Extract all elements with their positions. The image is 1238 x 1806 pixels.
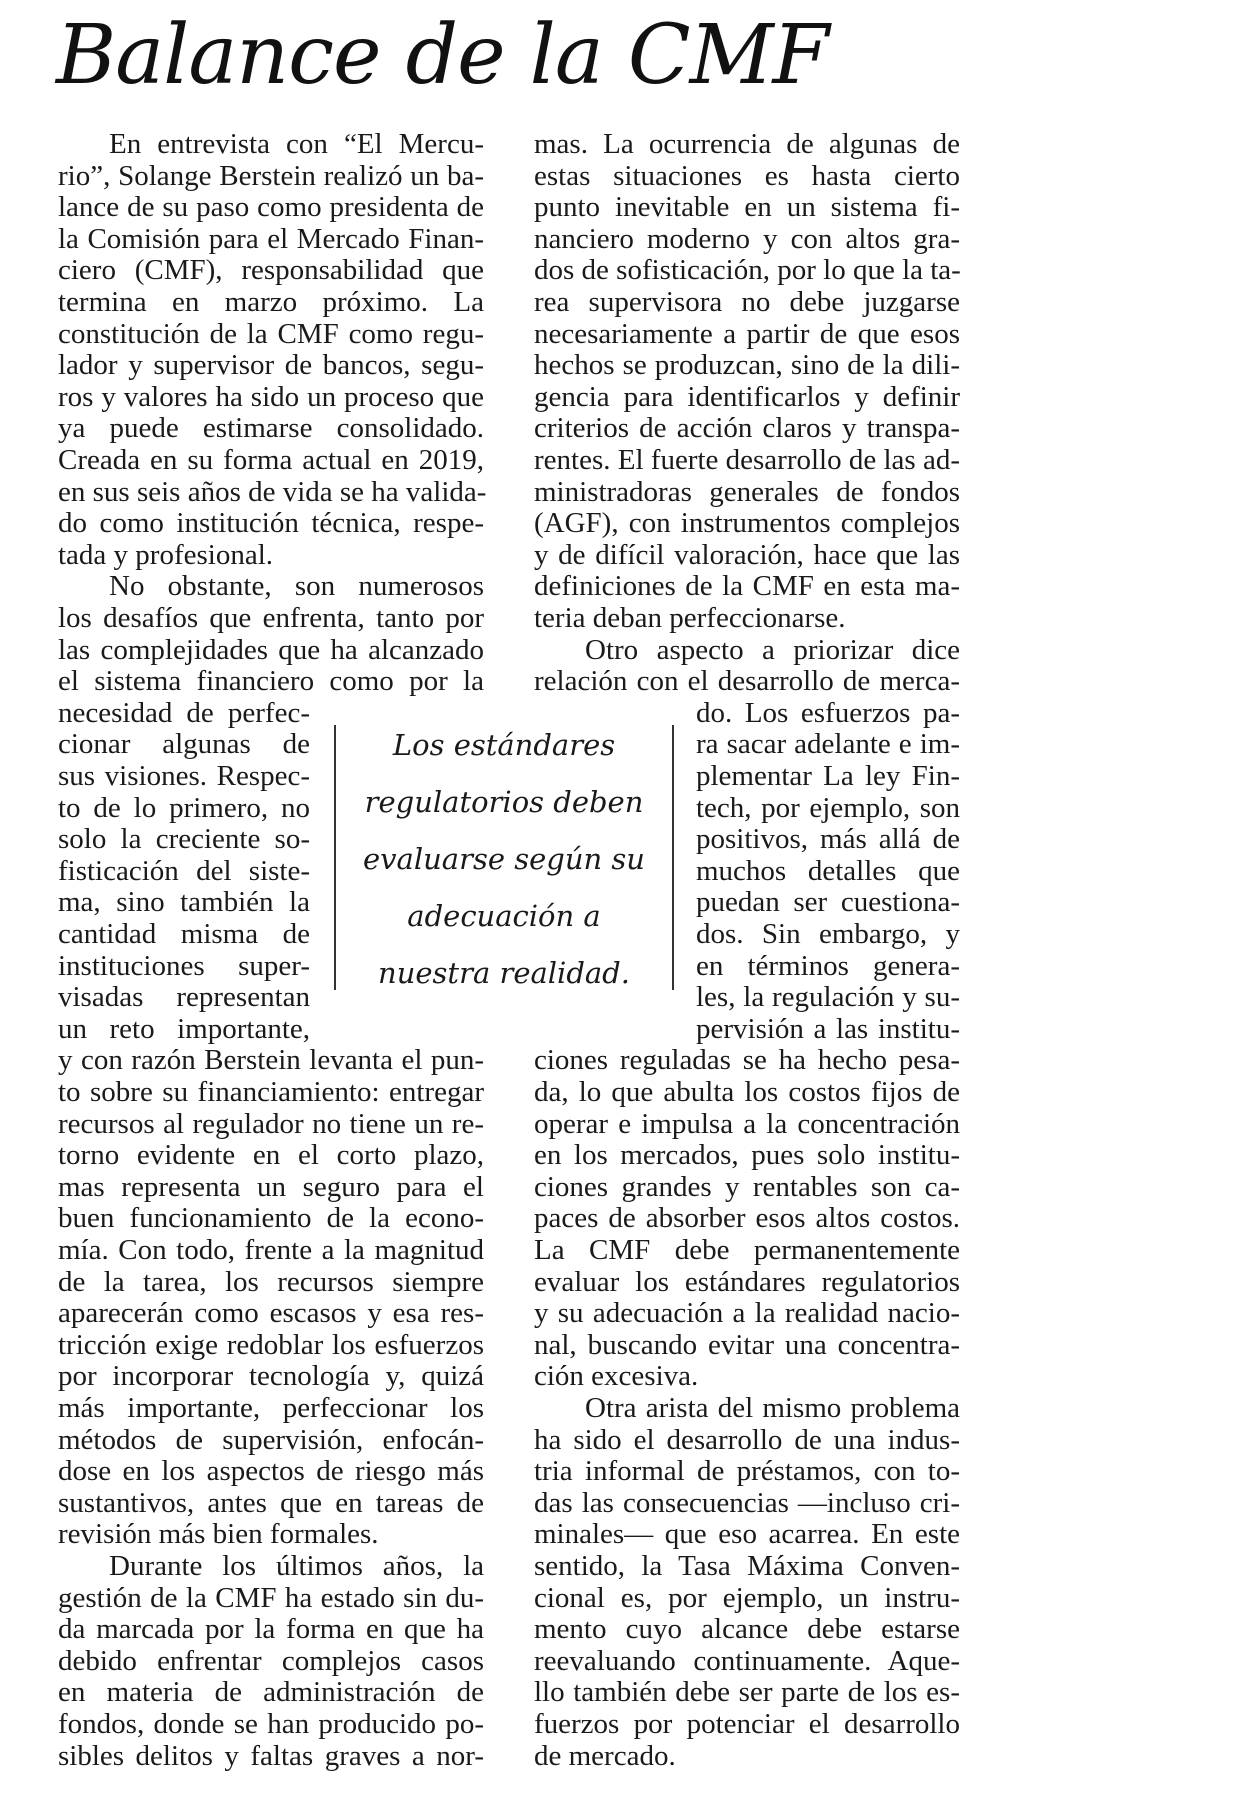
text-line: revisión más bien formales. (58, 1518, 379, 1550)
text-line: rio”, Solange Berstein realizó un ba- (58, 160, 484, 192)
text-line: lador y supervisor de bancos, segu- (58, 349, 484, 381)
text-line: Durante los últimos años, la (109, 1550, 484, 1582)
text-line: do como institución técnica, respe- (58, 507, 484, 539)
text-line: en términos genera- (696, 950, 960, 982)
text-line: el sistema financiero como por la (58, 665, 484, 697)
text-line: puedan ser cuestiona- (696, 886, 960, 918)
text-line: La CMF debe permanentemente (534, 1234, 960, 1266)
text-line: ministradoras generales de fondos (534, 476, 960, 508)
text-line: la Comisión para el Mercado Finan- (58, 223, 484, 255)
text-line: tada y profesional. (58, 539, 274, 571)
text-line: termina en marzo próximo. La (58, 286, 484, 318)
text-line: mento cuyo alcance debe estarse (534, 1613, 960, 1645)
text-line: positivos, más allá de (696, 823, 960, 855)
text-line: tech, por ejemplo, son (696, 792, 960, 824)
text-line: reevaluando continuamente. Aque- (534, 1645, 960, 1677)
text-line: más importante, perfeccionar los (58, 1392, 484, 1424)
text-line: plementar La ley Fin- (696, 760, 960, 792)
text-line: lance de su paso como presidenta de (58, 191, 484, 223)
text-line: les, la regulación y su- (696, 981, 960, 1013)
headline: Balance de la CMF (56, 8, 829, 103)
pull-quote-line: Los estándares (392, 728, 616, 762)
text-line: dos de sofisticación, por lo que la ta- (534, 254, 961, 286)
text-line: cional es, por ejemplo, un instru- (534, 1582, 960, 1614)
text-line: da marcada por la forma en que ha (58, 1613, 484, 1645)
text-line: Creada en su forma actual en 2019, (58, 444, 484, 476)
text-line: solo la creciente so- (58, 823, 310, 855)
text-line: dos. Sin embargo, y (696, 918, 960, 950)
text-line: ciones reguladas se ha hecho pesa- (534, 1044, 960, 1076)
text-line: ya puede estimarse consolidado. (58, 412, 484, 444)
text-line: gencia para identificarlos y definir (534, 381, 960, 413)
text-line: debido enfrentar complejos casos (58, 1645, 484, 1677)
text-line: rentes. El fuerte desarrollo de las ad- (534, 444, 960, 476)
text-line: criterios de acción claros y transpa- (534, 412, 960, 444)
text-line: y de difícil valoración, hace que las (534, 539, 960, 571)
text-line: sustantivos, antes que en tareas de (58, 1487, 484, 1519)
text-line: (AGF), con instrumentos complejos (534, 507, 960, 539)
text-line: visadas representan (58, 981, 310, 1013)
text-line: Otra arista del mismo problema (585, 1392, 960, 1424)
text-line: fondos, donde se han producido po- (58, 1708, 484, 1740)
text-line: nal, buscando evitar una concentra- (534, 1329, 960, 1361)
text-line: punto inevitable en un sistema fi- (534, 191, 960, 223)
text-line: hechos se produzcan, sino de la dili- (534, 349, 960, 381)
text-line: En entrevista con “El Mercu- (109, 128, 484, 160)
text-line: métodos de supervisión, enfocán- (58, 1424, 484, 1456)
text-line: muchos detalles que (696, 855, 960, 887)
text-line: ra sacar adelante e im- (696, 728, 960, 760)
text-line: teria deban perfeccionarse. (534, 602, 846, 634)
text-line: tricción exige redoblar los esfuerzos (58, 1329, 484, 1361)
pull-quote-line: evaluarse según su (363, 842, 645, 876)
text-line: operar e impulsa a la concentración (534, 1108, 960, 1140)
text-line: cantidad misma de (58, 918, 310, 950)
text-line: y su adecuación a la realidad nacio- (534, 1297, 960, 1329)
text-line: en sus seis años de vida se ha valida- (58, 476, 487, 508)
text-line: ma, sino también la (58, 886, 310, 918)
pull-quote-line: regulatorios deben (364, 785, 644, 819)
text-line: do. Los esfuerzos pa- (696, 697, 960, 729)
text-line: ción excesiva. (534, 1360, 699, 1392)
text-line: sibles delitos y faltas graves a nor- (58, 1740, 484, 1772)
text-line: de la tarea, los recursos siempre (58, 1266, 484, 1298)
text-line: ros y valores ha sido un proceso que (58, 381, 484, 413)
text-line: definiciones de la CMF en esta ma- (534, 570, 960, 602)
pull-quote (334, 725, 674, 990)
text-line: estas situaciones es hasta cierto (534, 160, 960, 192)
text-line: buen funcionamiento de la econo- (58, 1202, 484, 1234)
text-line: mía. Con todo, frente a la magnitud (58, 1234, 484, 1266)
text-line: Otro aspecto a priorizar dice (585, 634, 960, 666)
pull-quote-line: adecuación a (407, 899, 601, 933)
text-line: fuerzos por potenciar el desarrollo (534, 1708, 960, 1740)
text-line: rea supervisora no debe juzgarse (534, 286, 960, 318)
text-line: un reto importante, (58, 1013, 310, 1045)
text-line: No obstante, son numerosos (109, 570, 484, 602)
text-line: constitución de la CMF como regu- (58, 318, 484, 350)
text-line: las complejidades que ha alcanzado (58, 634, 484, 666)
text-line: da, lo que abulta los costos fijos de (534, 1076, 960, 1108)
pull-quote-line: nuestra realidad. (378, 956, 630, 990)
text-line: de mercado. (534, 1740, 676, 1772)
text-line: tria informal de préstamos, con to- (534, 1455, 960, 1487)
text-line: y con razón Berstein levanta el pun- (58, 1044, 484, 1076)
text-line: necesariamente a partir de que esos (534, 318, 960, 350)
text-line: to de lo primero, no (58, 792, 310, 824)
text-line: llo también debe ser parte de los es- (534, 1676, 960, 1708)
text-line: en materia de administración de (58, 1676, 484, 1708)
text-line: mas representa un seguro para el (58, 1171, 484, 1203)
text-line: dose en los aspectos de riesgo más (58, 1455, 484, 1487)
text-line: gestión de la CMF ha estado sin du- (58, 1582, 484, 1614)
text-line: cionar algunas de (58, 728, 310, 760)
text-line: pervisión a las institu- (696, 1013, 960, 1045)
text-line: to sobre su financiamiento: entregar (58, 1076, 484, 1108)
text-line: sus visiones. Respec- (58, 760, 310, 792)
text-line: ha sido el desarrollo de una indus- (534, 1424, 960, 1456)
text-line: necesidad de perfec- (58, 697, 310, 729)
text-line: en los mercados, pues solo institu- (534, 1139, 960, 1171)
text-line: recursos al regulador no tiene un re- (58, 1108, 484, 1140)
text-line: fisticación del siste- (58, 855, 310, 887)
text-line: aparecerán como escasos y esa res- (58, 1297, 484, 1329)
text-line: paces de absorber esos altos costos. (534, 1202, 960, 1234)
text-line: evaluar los estándares regulatorios (534, 1266, 960, 1298)
text-line: mas. La ocurrencia de algunas de (534, 128, 960, 160)
text-line: das las consecuencias —incluso cri- (534, 1487, 960, 1519)
text-line: relación con el desarrollo de merca- (534, 665, 960, 697)
text-line: los desafíos que enfrenta, tanto por (58, 602, 484, 634)
text-line: instituciones super- (58, 950, 310, 982)
text-line: ciero (CMF), responsabilidad que (58, 254, 484, 286)
text-line: por incorporar tecnología y, quizá (58, 1360, 484, 1392)
text-line: sentido, la Tasa Máxima Conven- (534, 1550, 960, 1582)
text-line: torno evidente en el corto plazo, (58, 1139, 484, 1171)
text-line: minales— que eso acarrea. En este (534, 1518, 960, 1550)
text-line: nanciero moderno y con altos gra- (534, 223, 960, 255)
text-line: ciones grandes y rentables son ca- (534, 1171, 960, 1203)
